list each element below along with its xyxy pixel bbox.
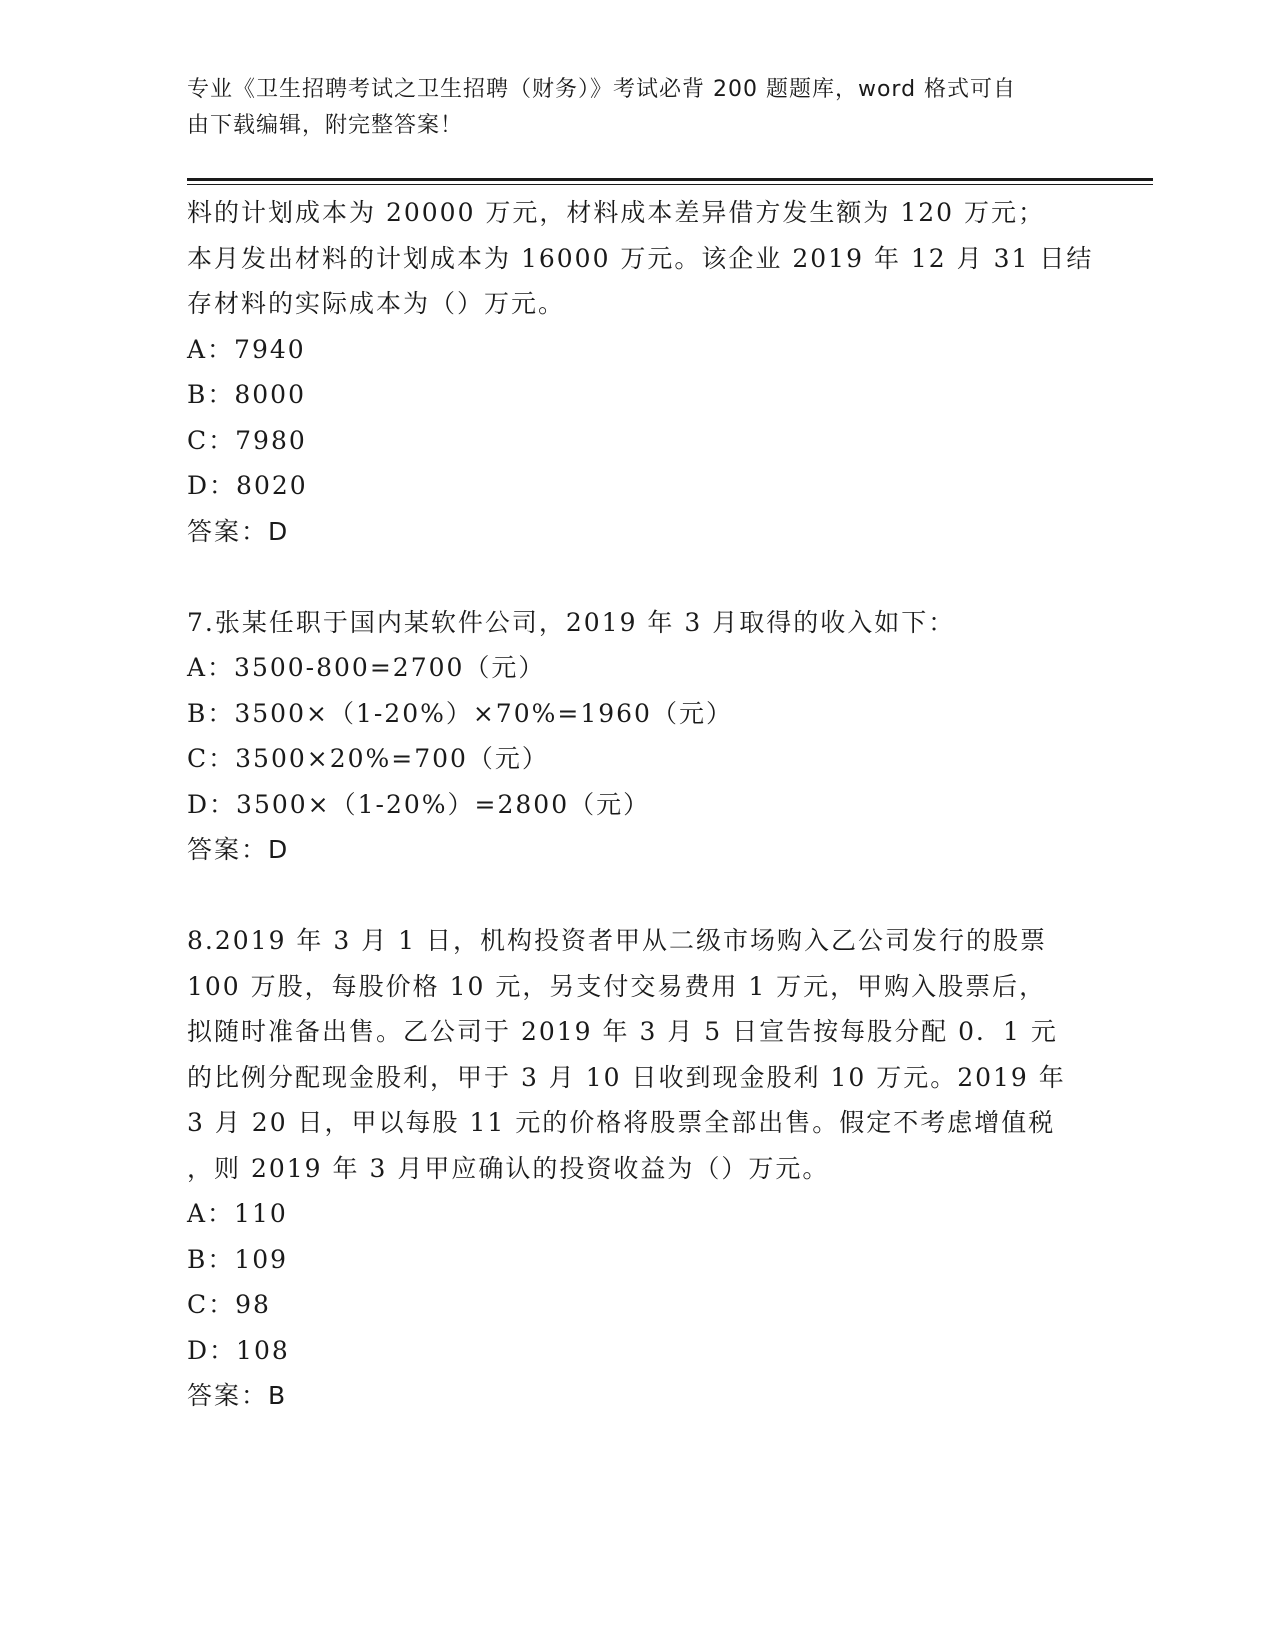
question-text-line: 8.2019 年 3 月 1 日，机构投资者甲从二级市场购入乙公司发行的股票 <box>187 926 1048 955</box>
question-text-line: 存材料的实际成本为（）万元。 <box>187 289 566 318</box>
header-line-1: 专业《卫生招聘考试之卫生招聘（财务）》考试必背 200 题题库，word 格式可自 <box>187 77 1017 102</box>
option-b: B：8000 <box>187 380 306 409</box>
question-text-line: 本月发出材料的计划成本为 16000 万元。该企业 2019 年 12 月 31 日结 <box>187 243 1094 273</box>
option-c: C：98 <box>187 1290 271 1319</box>
question-text-line: ，则 2019 年 3 月甲应确认的投资收益为（）万元。 <box>187 1153 830 1183</box>
option-b: B：3500×（1-20%）×70%=1960（元） <box>187 698 733 728</box>
option-a: A：3500-800=2700（元） <box>187 653 546 682</box>
question-text-line: 7.张某任职于国内某软件公司，2019 年 3 月取得的收入如下： <box>187 607 956 637</box>
option-c: C：3500×20%=700（元） <box>187 744 549 773</box>
question-text-line: 的比例分配现金股利，甲于 3 月 10 日收到现金股利 10 万元。2019 年 <box>187 1062 1066 1092</box>
answer-line: 答案：B <box>187 1381 288 1410</box>
option-a: A：110 <box>187 1199 288 1228</box>
option-d: D：8020 <box>187 471 308 500</box>
question-8 <box>187 918 1087 1419</box>
question-7 <box>187 600 1087 873</box>
option-b: B：109 <box>187 1244 289 1274</box>
question-6 <box>187 190 1094 554</box>
header-divider-thin <box>187 184 1153 185</box>
option-d: D：108 <box>187 1335 290 1365</box>
answer-line: 答案：D <box>187 835 290 864</box>
header-divider-thick <box>187 178 1153 181</box>
document-body <box>187 190 1094 1419</box>
spacer <box>187 554 1087 600</box>
question-text-line: 100 万股，每股价格 10 元，另支付交易费用 1 万元，甲购入股票后， <box>187 971 1047 1001</box>
option-d: D：3500×（1-20%）=2800（元） <box>187 789 651 819</box>
option-a: A：7940 <box>187 334 306 364</box>
question-text-line: 3 月 20 日，甲以每股 11 元的价格将股票全部出售。假定不考虑增值税 <box>187 1108 1056 1137</box>
header-line-2: 由下载编辑，附完整答案！ <box>187 113 464 138</box>
answer-line: 答案：D <box>187 516 290 546</box>
option-c: C：7980 <box>187 425 307 455</box>
document-header <box>187 72 1067 144</box>
question-text-line: 拟随时准备出售。乙公司于 2019 年 3 月 5 日宣告按每股分配 0．1 元 <box>187 1017 1058 1046</box>
spacer <box>187 873 1087 919</box>
question-text-line: 料的计划成本为 20000 万元，材料成本差异借方发生额为 120 万元； <box>187 198 1046 227</box>
